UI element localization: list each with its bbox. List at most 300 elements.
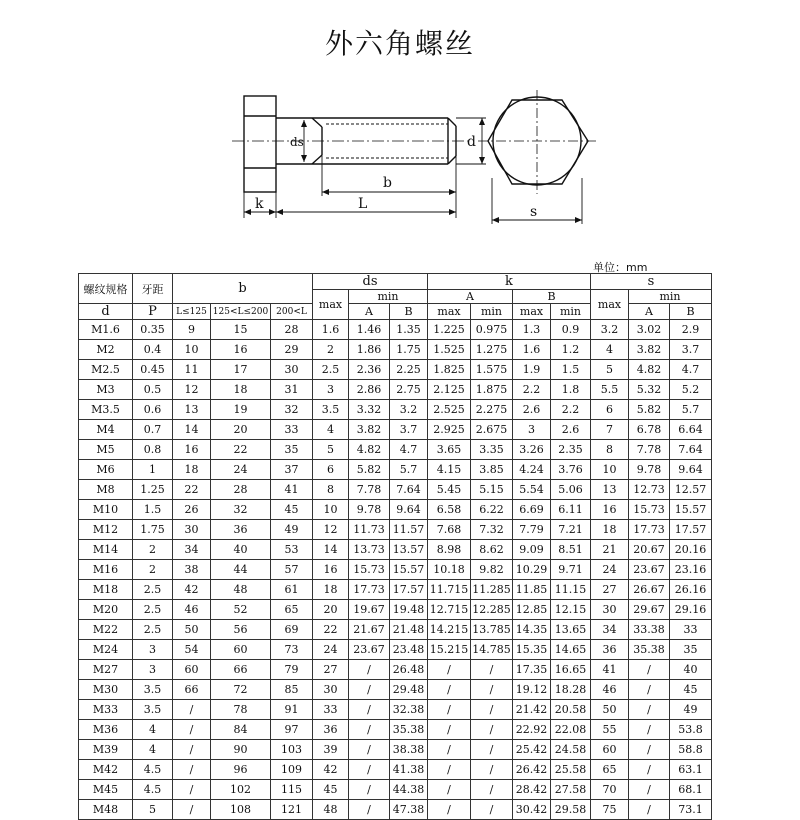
table-cell: 1.46 [349,320,390,340]
table-cell: 53 [271,540,313,560]
table-cell: 30.42 [513,800,551,820]
table-cell: M3.5 [79,400,133,420]
table-cell: 20.58 [551,700,591,720]
header-b: b [173,274,313,304]
table-cell: 2.275 [471,400,513,420]
table-cell: 42 [173,580,211,600]
table-cell: 21.42 [513,700,551,720]
table-cell: 2.5 [133,580,173,600]
table-cell: 33 [670,620,712,640]
table-cell: 78 [211,700,271,720]
table-cell: 0.7 [133,420,173,440]
table-cell: 13 [591,480,629,500]
table-cell: / [471,720,513,740]
header-spec-sym: d [79,304,133,320]
table-cell: 11.57 [390,520,428,540]
header-b-range-2: 125<L≤200 [211,304,271,320]
table-cell: 41 [271,480,313,500]
L-label: L [358,196,368,212]
table-cell: 2.2 [513,380,551,400]
table-cell: 44 [211,560,271,580]
table-cell: 16 [313,560,349,580]
table-cell: 28 [211,480,271,500]
table-cell: 1.825 [428,360,471,380]
table-cell: 30 [591,600,629,620]
table-cell: 1.86 [349,340,390,360]
table-cell: 50 [591,700,629,720]
table-cell: / [629,740,670,760]
table-cell: 23.48 [390,640,428,660]
table-cell: M30 [79,680,133,700]
table-cell: 61 [271,580,313,600]
table-cell: 2.925 [428,420,471,440]
table-cell: 7.64 [390,480,428,500]
table-row [79,720,712,740]
table-cell: 12.57 [670,480,712,500]
table-cell: 68.1 [670,780,712,800]
table-cell: 23.67 [349,640,390,660]
table-cell: 5.82 [629,400,670,420]
table-cell: 3.5 [133,680,173,700]
table-cell: 5.15 [471,480,513,500]
table-cell: 14 [173,420,211,440]
table-cell: 3.82 [629,340,670,360]
table-cell: 66 [211,660,271,680]
table-cell: 6.64 [670,420,712,440]
table-cell: 1.5 [551,360,591,380]
table-cell: 28 [271,320,313,340]
table-cell: 5.82 [349,460,390,480]
table-cell: 2.86 [349,380,390,400]
table-cell: 32 [211,500,271,520]
table-cell: 30 [271,360,313,380]
table-cell: 73 [271,640,313,660]
table-cell: 8.98 [428,540,471,560]
header-kA-min: min [471,304,513,320]
table-cell: 18 [591,520,629,540]
table-cell: 2.6 [551,420,591,440]
table-cell: 38.38 [390,740,428,760]
header-spec: 螺纹规格 [79,274,133,304]
header-k: k [428,274,591,290]
s-label: s [530,204,538,220]
table-cell: 2 [133,560,173,580]
table-cell: 5.06 [551,480,591,500]
table-cell: 20.16 [670,540,712,560]
table-cell: / [629,800,670,820]
table-cell: 4.24 [513,460,551,480]
table-cell: 55 [591,720,629,740]
table-cell: 8.62 [471,540,513,560]
header-s: s [591,274,712,290]
table-cell: / [349,800,390,820]
table-cell: 0.9 [551,320,591,340]
table-cell: / [428,760,471,780]
table-cell: 2.2 [551,400,591,420]
table-cell: 5.32 [629,380,670,400]
header-b-range-1: L≤125 [173,304,211,320]
table-cell: 33 [313,700,349,720]
table-row [79,460,712,480]
table-cell: 1.8 [551,380,591,400]
table-cell: 26.67 [629,580,670,600]
table-cell: / [428,800,471,820]
table-cell: 4.7 [670,360,712,380]
header-ds: ds [313,274,428,290]
table-cell: 20 [313,600,349,620]
table-cell: 60 [211,640,271,660]
table-cell: 54 [173,640,211,660]
table-cell: 16.65 [551,660,591,680]
table-cell: 1.75 [133,520,173,540]
table-cell: 1.875 [471,380,513,400]
table-cell: 46 [591,680,629,700]
table-cell: 18 [211,380,271,400]
table-cell: 10.18 [428,560,471,580]
table-row [79,740,712,760]
table-row [79,320,712,340]
table-cell: 14.785 [471,640,513,660]
table-cell: 31 [271,380,313,400]
table-cell: 2.125 [428,380,471,400]
table-cell: 49 [670,700,712,720]
table-cell: / [173,780,211,800]
table-cell: 14.215 [428,620,471,640]
table-cell: 3.65 [428,440,471,460]
table-cell: / [471,780,513,800]
table-cell: M24 [79,640,133,660]
table-cell: 65 [591,760,629,780]
table-cell: 17.57 [670,520,712,540]
table-cell: 6 [591,400,629,420]
header-ds-min-B: B [390,304,428,320]
table-cell: 0.4 [133,340,173,360]
table-cell: 3.26 [513,440,551,460]
table-cell: 33.38 [629,620,670,640]
table-cell: M33 [79,700,133,720]
table-cell: 34 [591,620,629,640]
header-s-min-B: B [670,304,712,320]
table-cell: 60 [591,740,629,760]
table-cell: 9.82 [471,560,513,580]
table-cell: 18 [173,460,211,480]
table-cell: 13 [173,400,211,420]
table-cell: 50 [173,620,211,640]
table-cell: 97 [271,720,313,740]
table-cell: 13.65 [551,620,591,640]
table-cell: 96 [211,760,271,780]
table-cell: / [349,740,390,760]
table-cell: M14 [79,540,133,560]
table-cell: 17.57 [390,580,428,600]
table-cell: / [173,800,211,820]
table-cell: / [173,720,211,740]
table-cell: 3.82 [349,420,390,440]
table-cell: 26 [173,500,211,520]
table-row [79,380,712,400]
table-cell: 9.78 [349,500,390,520]
table-cell: M45 [79,780,133,800]
table-cell: 29.67 [629,600,670,620]
table-cell: 22 [313,620,349,640]
table-cell: 5.2 [670,380,712,400]
table-cell: 28.42 [513,780,551,800]
table-cell: M39 [79,740,133,760]
table-cell: 4 [591,340,629,360]
table-cell: 15.57 [390,560,428,580]
table-cell: 2.525 [428,400,471,420]
table-row [79,620,712,640]
table-cell: 45 [670,680,712,700]
table-cell: 1.5 [133,500,173,520]
table-cell: 45 [271,500,313,520]
table-cell: 85 [271,680,313,700]
table-cell: 0.8 [133,440,173,460]
k-label: k [255,196,264,212]
table-cell: / [629,720,670,740]
table-cell: 48 [313,800,349,820]
table-cell: 14.35 [513,620,551,640]
table-cell: 27.58 [551,780,591,800]
table-cell: 17.35 [513,660,551,680]
table-row [79,680,712,700]
table-cell: 10 [173,340,211,360]
table-cell: 4.15 [428,460,471,480]
table-cell: 121 [271,800,313,820]
table-cell: 0.975 [471,320,513,340]
table-cell: 5.5 [591,380,629,400]
table-cell: 30 [313,680,349,700]
header-ds-min-A: A [349,304,390,320]
table-cell: 44.38 [390,780,428,800]
table-cell: 7 [591,420,629,440]
header-k-B: B [513,290,591,304]
table-cell: 16 [591,500,629,520]
table-cell: 7.64 [670,440,712,460]
table-cell: 47.38 [390,800,428,820]
table-cell: 79 [271,660,313,680]
table-cell: 1.9 [513,360,551,380]
table-cell: 39 [313,740,349,760]
table-cell: 13.73 [349,540,390,560]
table-cell: 11.73 [349,520,390,540]
table-cell: M5 [79,440,133,460]
table-cell: 35 [670,640,712,660]
table-cell: 4 [133,740,173,760]
table-cell: 5.7 [390,460,428,480]
table-cell: 21.67 [349,620,390,640]
table-cell: 10 [313,500,349,520]
table-cell: 27 [591,580,629,600]
table-cell: 35.38 [629,640,670,660]
table-cell: 24 [591,560,629,580]
table-row [79,600,712,620]
table-cell: / [471,680,513,700]
table-cell: 4.5 [133,760,173,780]
table-cell: M1.6 [79,320,133,340]
table-cell: 29.48 [390,680,428,700]
table-cell: 2.36 [349,360,390,380]
table-cell: 2.5 [133,600,173,620]
table-cell: / [428,740,471,760]
table-cell: 32 [271,400,313,420]
table-cell: 18 [313,580,349,600]
table-cell: 1.575 [471,360,513,380]
table-cell: 35 [271,440,313,460]
table-row [79,580,712,600]
table-cell: 33 [271,420,313,440]
table-cell: 9.78 [629,460,670,480]
table-cell: 12.285 [471,600,513,620]
table-cell: 41.38 [390,760,428,780]
table-cell: 1.25 [133,480,173,500]
header-s-max: max [591,290,629,320]
table-cell: 90 [211,740,271,760]
table-cell: 48 [211,580,271,600]
table-cell: / [428,680,471,700]
table-cell: 11.285 [471,580,513,600]
table-cell: M12 [79,520,133,540]
table-cell: 0.45 [133,360,173,380]
table-cell: / [629,660,670,680]
table-cell: 3.5 [313,400,349,420]
table-cell: 25.42 [513,740,551,760]
table-cell: 1.3 [513,320,551,340]
table-cell: 84 [211,720,271,740]
table-row [79,760,712,780]
table-cell: 6 [313,460,349,480]
table-cell: 24.58 [551,740,591,760]
table-body [79,320,712,820]
header-pitch-sym: P [133,304,173,320]
table-cell: 15.35 [513,640,551,660]
table-cell: 3.2 [390,400,428,420]
table-row [79,640,712,660]
table-cell: 49 [271,520,313,540]
table-row [79,780,712,800]
table-cell: 3.32 [349,400,390,420]
table-cell: M36 [79,720,133,740]
table-cell: 5 [591,360,629,380]
table-cell: 9 [173,320,211,340]
table-cell: 3.76 [551,460,591,480]
table-cell: / [471,800,513,820]
table-cell: 4.82 [629,360,670,380]
table-cell: 102 [211,780,271,800]
table-cell: 14.65 [551,640,591,660]
page-title: 外六角螺丝 [324,27,475,60]
table-cell: 60 [173,660,211,680]
table-cell: 16 [211,340,271,360]
table-cell: 53.8 [670,720,712,740]
table-cell: 5.7 [670,400,712,420]
table-row [79,560,712,580]
table-cell: 4 [313,420,349,440]
table-cell: 0.35 [133,320,173,340]
table-cell: 2 [313,340,349,360]
table-cell: 2 [133,540,173,560]
table-cell: 12.715 [428,600,471,620]
table-cell: 26.42 [513,760,551,780]
table-cell: / [349,700,390,720]
table-cell: 3.7 [390,420,428,440]
table-cell: 41 [591,660,629,680]
table-cell: / [349,680,390,700]
header-ds-min: min [349,290,428,304]
table-cell: 2.75 [390,380,428,400]
table-cell: 11.15 [551,580,591,600]
table-cell: 115 [271,780,313,800]
table-cell: 17.73 [629,520,670,540]
table-cell: 1.275 [471,340,513,360]
header-s-min: min [629,290,712,304]
table-cell: 20 [211,420,271,440]
table-cell: 21 [591,540,629,560]
table-cell: 9.09 [513,540,551,560]
table-cell: 15.57 [670,500,712,520]
table-row [79,540,712,560]
table-cell: 108 [211,800,271,820]
table-cell: 29 [271,340,313,360]
table-row [79,420,712,440]
table-row [79,660,712,680]
table-cell: 3.7 [670,340,712,360]
table-row [79,520,712,540]
table-cell: 10.29 [513,560,551,580]
table-cell: 3 [513,420,551,440]
ds-label: ds [290,135,304,149]
table-cell: 6.69 [513,500,551,520]
table-cell: 8.51 [551,540,591,560]
table-cell: 7.78 [629,440,670,460]
table-cell: 9.64 [670,460,712,480]
table-cell: 66 [173,680,211,700]
table-cell: 2.5 [313,360,349,380]
table-cell: 19.12 [513,680,551,700]
table-cell: 11.85 [513,580,551,600]
table-cell: 35.38 [390,720,428,740]
table-cell: 2.35 [551,440,591,460]
header-k-A: A [428,290,513,304]
table-cell: 38 [173,560,211,580]
table-cell: 11 [173,360,211,380]
table-cell: 21.48 [390,620,428,640]
header-kB-max: max [513,304,551,320]
table-cell: 2.5 [133,620,173,640]
header-kA-max: max [428,304,471,320]
table-cell: 3 [133,640,173,660]
header-pitch: 牙距 [133,274,173,304]
table-cell: 0.6 [133,400,173,420]
table-cell: 19.48 [390,600,428,620]
table-cell: 9.64 [390,500,428,520]
table-cell: 3 [133,660,173,680]
table-row [79,340,712,360]
table-cell: 1.35 [390,320,428,340]
table-cell: 10 [591,460,629,480]
table-cell: 12.73 [629,480,670,500]
table-cell: 15.73 [629,500,670,520]
table-cell: 57 [271,560,313,580]
table-cell: 63.1 [670,760,712,780]
table-cell: 19 [211,400,271,420]
b-label: b [383,175,392,191]
table-cell: 20.67 [629,540,670,560]
table-cell: 52 [211,600,271,620]
table-cell: 65 [271,600,313,620]
table-cell: 109 [271,760,313,780]
table-cell: / [173,700,211,720]
